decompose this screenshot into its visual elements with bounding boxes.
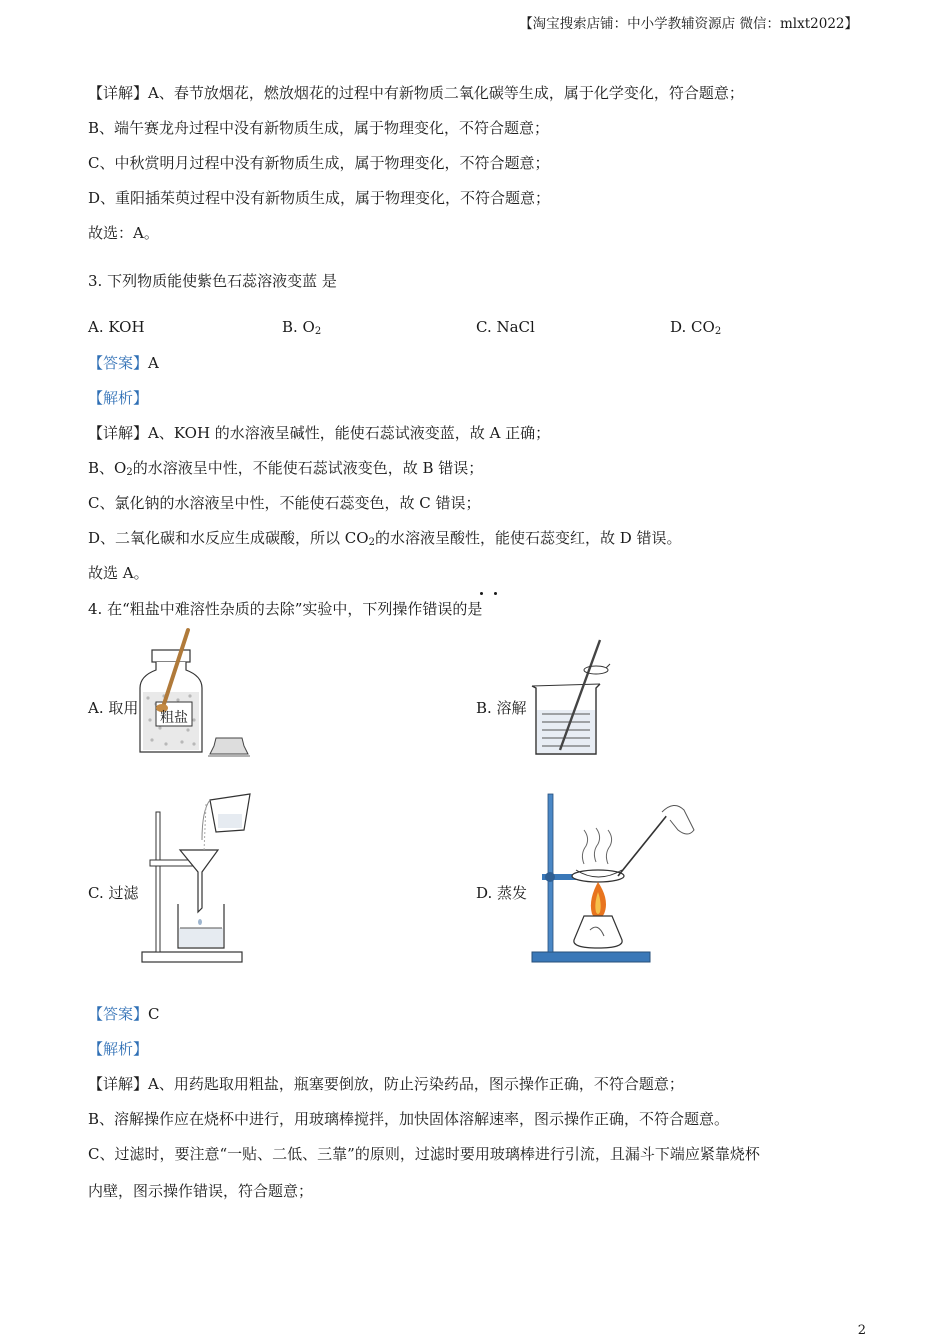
q4-explain-c-line2: 内壁，图示操作错误，符合题意； — [88, 1182, 314, 1200]
fig-b-beaker — [528, 636, 608, 760]
q3-option-a: A. KOH — [88, 318, 145, 336]
q3-explain-a: 【详解】A、KOH 的水溶液呈碱性，能使石蕊试液变蓝，故 A 正确； — [88, 424, 551, 442]
fig-d-evaporation-setup — [528, 790, 703, 965]
q3-option-b: B. $O_2$ — [282, 318, 322, 337]
q2-explain-a: 【详解】A、春节放烟花，燃放烟花的过程中有新物质二氧化碳等生成，属于化学变化，符合题意； — [88, 84, 744, 102]
q2-conclusion: 故选：A。 — [88, 224, 159, 242]
fig-a-jar-label: 粗盐 — [160, 710, 188, 726]
page-header: 【淘宝搜索店铺：中小学教辅资源店 微信：mlxt2022】 — [519, 16, 858, 32]
page-number: 2 — [857, 1323, 866, 1338]
q3-option-c: C. NaCl — [476, 318, 535, 336]
fig-b-label: B. 溶解 — [476, 699, 527, 717]
q2-explain-b: B、端午赛龙舟过程中没有新物质生成，属于物理变化，不符合题意； — [88, 119, 550, 137]
q4-explain-c-line1: C、过滤时，要注意“一贴、二低、三靠”的原则，过滤时要用玻璃棒进行引流，且漏斗下端应紧靠烧杯 — [88, 1145, 760, 1163]
fig-c-label: C. 过滤 — [88, 884, 139, 902]
q3-stem: 3. 下列物质能使紫色石蕊溶液变蓝 是 — [88, 272, 337, 290]
q3-explain-b: B、$O_2$的水溶液呈中性，不能使石蕊试液变色，故 B 错误； — [88, 459, 484, 478]
q2-explain-c: C、中秋赏明月过程中没有新物质生成，属于物理变化，不符合题意； — [88, 154, 550, 172]
emphasis-dot — [494, 592, 497, 595]
q4-stem: 4. 在“粗盐中难溶性杂质的去除”实验中，下列操作错误的是 — [88, 600, 483, 618]
q3-answer: 【答案】A — [88, 354, 159, 372]
q3-explain-d: D、二氧化碳和水反应生成碳酸，所以 $CO_2$的水溶液呈酸性，能使石蕊变红，故 D 错误。 — [88, 529, 682, 548]
q4-analysis-label: 【解析】 — [88, 1040, 149, 1058]
emphasis-dot — [480, 592, 483, 595]
q2-explain-d: D、重阳插茱萸过程中没有新物质生成，属于物理变化，不符合题意； — [88, 189, 551, 207]
fig-d-label: D. 蒸发 — [476, 884, 528, 902]
q4-answer: 【答案】C — [88, 1005, 160, 1023]
q4-explain-b: B、溶解操作应在烧杯中进行，用玻璃棒搅拌，加快固体溶解速率，图示操作正确，不符合题意。 — [88, 1110, 730, 1128]
q4-explain-a: 【详解】A、用药匙取用粗盐，瓶塞要倒放，防止污染药品，图示操作正确，不符合题意； — [88, 1075, 684, 1093]
q3-explain-c: C、氯化钠的水溶液呈中性，不能使石蕊变色，故 C 错误； — [88, 494, 481, 512]
fig-c-filter-setup — [140, 790, 250, 965]
q3-option-d: D. $CO_2$ — [670, 318, 722, 337]
q3-analysis-label: 【解析】 — [88, 389, 149, 407]
q3-conclusion: 故选 A。 — [88, 564, 149, 582]
fig-a-label: A. 取用 — [88, 699, 139, 717]
fig-a-reagent-jar — [130, 628, 260, 763]
